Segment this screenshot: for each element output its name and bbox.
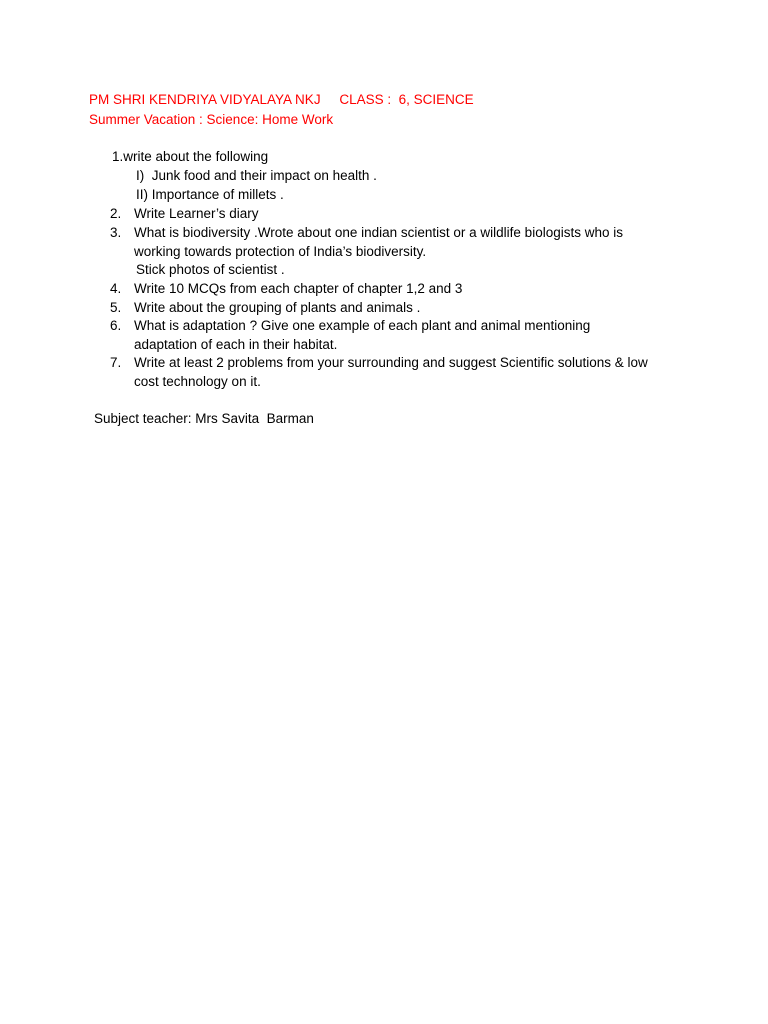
list-item-text: What is adaptation ? Give one example of each plant and animal mentioning adaptation of each in their habitat.	[134, 318, 591, 352]
list-item-number: 2.	[110, 206, 122, 221]
list-item-text: What is biodiversity .Wrote about one indian scientist or a wildlife biologists who is working towards protection of India’s biodiversity.	[134, 225, 623, 259]
list-item-text: Write 10 MCQs from each chapter of chapter 1,2 and 3	[134, 281, 463, 296]
subject-teacher: Subject teacher: Mrs Savita Barman	[94, 411, 314, 426]
list-item	[110, 205, 650, 224]
list-item	[110, 280, 650, 299]
list-item-number: 6.	[110, 318, 122, 333]
list-item	[110, 299, 650, 318]
homework-intro: 1.write about the following	[112, 149, 269, 164]
list-item-number: 4.	[110, 281, 122, 296]
list-item-number: 7.	[110, 355, 122, 370]
assignment-title: Summer Vacation : Science: Home Work	[89, 112, 334, 127]
sub-item-junk-food: I) Junk food and their impact on health .	[136, 168, 377, 183]
sub-item-millets: II) Importance of millets .	[136, 187, 284, 202]
item3-note: Stick photos of scientist .	[136, 262, 285, 277]
list-item-text: Write about the grouping of plants and animals .	[134, 300, 421, 315]
school-class-header: PM SHRI KENDRIYA VIDYALAYA NKJ CLASS : 6, SCIENCE	[89, 92, 474, 107]
list-item	[110, 224, 650, 261]
list-item-number: 3.	[110, 225, 122, 240]
list-item-number: 5.	[110, 300, 122, 315]
list-item	[110, 354, 650, 391]
list-item-text: Write at least 2 problems from your surrounding and suggest Scientific solutions & low cost technology on it.	[134, 355, 648, 389]
list-item-text: Write Learner’s diary	[134, 206, 259, 221]
list-item	[110, 317, 650, 354]
